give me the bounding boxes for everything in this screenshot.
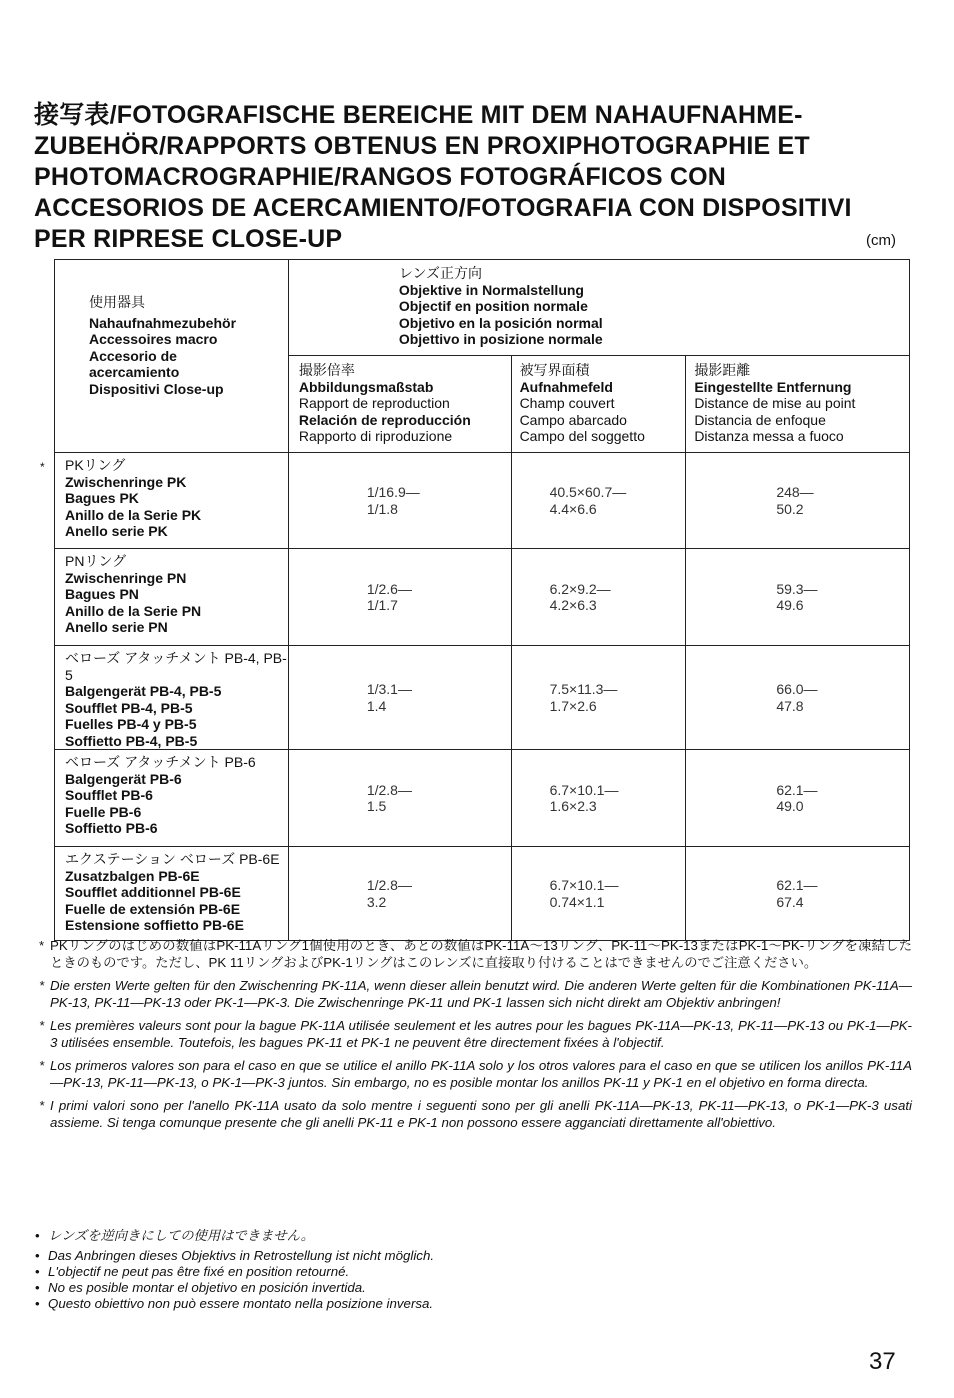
accessory-name: Zwischenringe PK [65, 473, 187, 490]
field-second: 1.6×2.3 [549, 798, 597, 814]
ratio-cell [288, 847, 511, 941]
field-second: 4.2×6.3 [549, 597, 597, 613]
header-text: Campo abarcado [519, 411, 627, 428]
ratio-cell [288, 549, 511, 646]
accessory-name: Estensione soffietto PB-6E [65, 917, 244, 933]
ratio-second: 1.5 [366, 798, 387, 814]
accessory-name: Soufflet PB-6 [65, 787, 153, 803]
header-ratio [288, 356, 511, 453]
table-row [55, 453, 910, 549]
accessory-name: Soufflet additionnel PB-6E [65, 884, 241, 900]
distance-first: 62.1— [776, 877, 818, 893]
bullet-note: • No es posible montar el objetivo en posición invertida. [34, 1280, 434, 1296]
header-text: Accesorio de acercamiento [89, 347, 180, 380]
header-text: Campo del soggetto [519, 428, 645, 444]
header-accessory [55, 260, 289, 453]
table-row [55, 847, 910, 941]
header-text: 撮影距離 [694, 362, 751, 378]
header-text: Eingestellte Entfernung [694, 378, 852, 395]
distance-first: 62.1— [776, 781, 818, 798]
page-number: 37 [869, 1348, 896, 1375]
field-cell [511, 549, 686, 646]
ratio-second: 1.4 [366, 697, 387, 714]
header-text: Nahaufnahmezubehör [89, 314, 237, 331]
accessory-name: Balgengerät PB-4, PB-5 [65, 683, 222, 699]
field-second: 1.7×2.6 [549, 697, 597, 714]
distance-second: 49.6 [776, 597, 804, 613]
ratio-first: 1/2.8— [366, 781, 412, 798]
field-cell [511, 750, 686, 847]
header-text: Rapport de reproduction [298, 395, 450, 411]
header-field [511, 356, 686, 453]
header-text: Objektive in Normalstellung [398, 281, 584, 298]
footnote-fr: * Les premières valeurs sont pour la bague PK-11A utilisée seulement et les autres pour les bagues PK-11A—PK-13, PK-11—PK-13 ou PK-1—PK-3 utilisées ensemble. Toutefois, les bagues PK-11 et PK-1 ne peuvent être directement fixées à l'objectif. [34, 1018, 912, 1051]
bullet-note: • Das Anbringen dieses Objektivs in Retrostellung ist nicht möglich. [34, 1248, 434, 1264]
ratio-second: 1/1.7 [366, 597, 398, 613]
accessory-name: Fuelles PB-4 y PB-5 [65, 716, 197, 732]
accessory-name: Balgengerät PB-6 [65, 770, 182, 787]
field-first: 6.7×10.1— [549, 877, 619, 893]
accessory-name: Anillo de la Serie PN [65, 602, 202, 619]
header-text: Distancia de enfoque [694, 411, 826, 428]
accessory-cell [55, 750, 289, 847]
bullet-note: • L'objectif ne peut pas être fixé en position retourné. [34, 1264, 434, 1280]
ratio-cell [288, 750, 511, 847]
accessory-name: Bagues PN [65, 586, 139, 602]
header-text: Dispositivi Close-up [89, 380, 224, 397]
distance-cell [686, 750, 910, 847]
ratio-first: 1/2.6— [366, 580, 412, 597]
footnote-marker: * [40, 460, 45, 474]
header-text: Aufnahmefeld [519, 378, 613, 395]
header-text: 被写界面積 [519, 362, 590, 378]
ratio-first: 1/16.9— [366, 484, 420, 500]
ratio-cell [288, 453, 511, 549]
field-first: 7.5×11.3— [549, 681, 618, 697]
distance-second: 49.0 [776, 798, 804, 814]
accessory-cell [55, 646, 289, 750]
close-up-table [54, 259, 910, 941]
field-first: 40.5×60.7— [549, 484, 627, 500]
field-second: 4.4×6.6 [549, 500, 597, 517]
header-text: Abbildungsmaßstab [298, 378, 434, 395]
header-text: 撮影倍率 [298, 362, 355, 378]
accessory-name: Zwischenringe PN [65, 569, 187, 586]
accessory-name: Zusatzbalgen PB-6E [65, 867, 200, 884]
unit-label: (cm) [866, 232, 896, 249]
distance-cell [686, 646, 910, 750]
header-text: Objectif en position normale [398, 298, 588, 314]
accessory-name: Anello serie PK [65, 523, 168, 539]
footnotes [34, 938, 912, 1138]
header-distance [686, 356, 910, 453]
header-lens [288, 260, 909, 356]
field-second: 0.74×1.1 [549, 893, 605, 910]
distance-second: 50.2 [776, 500, 804, 517]
table-row [55, 750, 910, 847]
page-title: 接写表/FOTOGRAFISCHE BEREICHE MIT DEM NAHAUFNAHME-ZUBEHÖR/RAPPORTS OBTENUS EN PROXIPHOTOGRAPHIE ET PHOTOMACROGRAPHIE/RANGOS FOTOGRÁFICOS CON ACCESORIOS DE ACERCAMIENTO/FOTOGRAFIA CON DISPOSITIVI PER RIPRESE CLOSE-UP [34, 101, 852, 253]
header-text: Objettivo in posizione normale [398, 331, 603, 347]
accessory-jp: ベローズ アタッチメント PB-4, PB-5 [65, 650, 287, 683]
footnote-jp: * PKリングのはじめの数値はPK-11Aリング1個使用のとき、あとの数値はPK-11A〜13リング、PK-11〜PK-13またはPK-1〜PK-リングを凍結したときのものです。ただし、PK 11リングおよびPK-1リングはこのレンズに直接取り付けることはできませんのでご注意ください。 [34, 938, 912, 971]
accessory-jp: ベローズ アタッチメント PB-6 [65, 754, 256, 770]
distance-cell [686, 453, 910, 549]
field-cell [511, 646, 686, 750]
distance-first: 59.3— [776, 580, 818, 597]
ratio-first: 1/2.8— [366, 877, 412, 893]
accessory-name: Fuelle de extensión PB-6E [65, 900, 241, 917]
header-text: Distanza messa a fuoco [694, 428, 844, 444]
header-text: Objetivo en la posición normal [398, 314, 603, 331]
accessory-name: Bagues PK [65, 490, 139, 506]
accessory-jp: エクステーション ベローズ PB-6E [65, 851, 280, 867]
ratio-second: 3.2 [366, 893, 387, 910]
footnote-de: * Die ersten Werte gelten für den Zwischenring PK-11A, wenn dieser allein benutzt wird. Die anderen Werte gelten für die Kombinationen PK-11A—PK-13, PK-11—PK-13 oder PK-1—PK-3. Die Zwischenringe PK-11 und PK-1 lassen sich nicht direkt am Objektiv anbringen! [34, 978, 912, 1011]
ratio-second: 1/1.8 [366, 500, 398, 517]
header-text: Champ couvert [519, 395, 615, 411]
field-cell [511, 847, 686, 941]
distance-second: 67.4 [776, 893, 804, 910]
accessory-name: Anello serie PN [65, 619, 168, 635]
accessory-cell [55, 453, 289, 549]
header-text: レンズ正方向 [398, 265, 483, 281]
accessory-name: Anillo de la Serie PK [65, 506, 202, 523]
distance-second: 47.8 [776, 697, 804, 714]
distance-cell [686, 549, 910, 646]
distance-first: 248— [776, 484, 814, 500]
footnote-es: * Los primeros valores son para el caso en que se utilice el anillo PK-11A solo y los otros valores para el caso en que se utilicen los anillos PK-11A—PK-13, PK-11—PK-13, o PK-1—PK-3 juntos. Sin embargo, no es posible montar los anillos PK-11 y PK-1 en el objetivo en forma directa. [34, 1058, 912, 1091]
table-row [55, 549, 910, 646]
table-row [55, 646, 910, 750]
footnote-it: * I primi valori sono per l'anello PK-11A usato da solo mentre i seguenti sono per gli anelli PK-11A—PK-13, PK-11—PK-13, o PK-1—PK-3 usati assieme. Si tenga comunque presente che gli anelli PK-11 e PK-1 non possono essere agganciati direttamente all'obiettivo. [34, 1098, 912, 1131]
bullet-note: • レンズを逆向きにしての使用はできません。 [34, 1228, 434, 1244]
accessory-cell [55, 847, 289, 941]
distance-first: 66.0— [776, 681, 818, 697]
accessory-name: Fuelle PB-6 [65, 803, 142, 820]
ratio-cell [288, 646, 511, 750]
bullet-note: • Questo obiettivo non può essere montato nella posizione inversa. [34, 1296, 434, 1312]
accessory-cell [55, 549, 289, 646]
header-text: Relación de reproducción [298, 411, 471, 428]
header-text: Rapporto di riproduzione [298, 428, 453, 444]
accessory-name: Soufflet PB-4, PB-5 [65, 699, 193, 716]
reverse-mount-notes [34, 1228, 434, 1312]
field-first: 6.7×10.1— [549, 781, 619, 798]
header-text: Distance de mise au point [694, 395, 856, 411]
distance-cell [686, 847, 910, 941]
header-text: Accessoires macro [89, 331, 218, 347]
field-cell [511, 453, 686, 549]
ratio-first: 1/3.1— [366, 681, 412, 697]
accessory-name: Soffietto PB-4, PB-5 [65, 732, 198, 749]
accessory-jp: PNリング [65, 553, 127, 569]
accessory-name: Soffietto PB-6 [65, 820, 158, 836]
header-text: 使用器具 [89, 294, 145, 310]
accessory-jp: PKリング [65, 457, 126, 473]
field-first: 6.2×9.2— [549, 580, 611, 597]
